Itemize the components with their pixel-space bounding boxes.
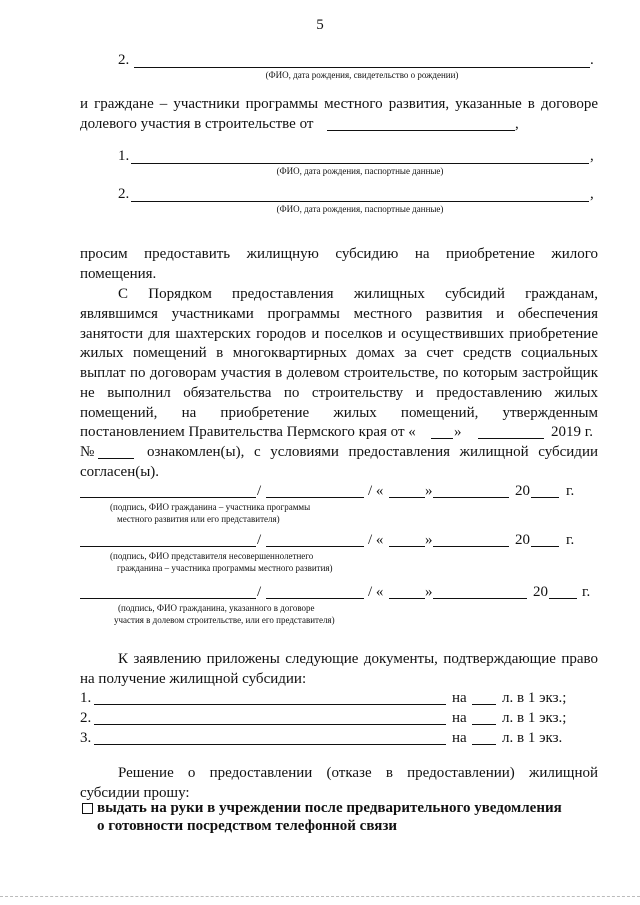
participant-1-caption: (ФИО, дата рождения, паспортные данные)	[276, 166, 444, 176]
intro-line-1: и граждане – участники программы местного развития, указанные в договоре	[80, 96, 598, 112]
decision-line-2: субсидии прошу:	[80, 785, 190, 801]
signature-2-year-line[interactable]	[531, 546, 559, 547]
signature-3-slash: /	[257, 584, 262, 600]
attachment-3-number: 3.	[80, 730, 92, 746]
page-bottom-divider	[0, 896, 640, 897]
procedure-line-1: С Порядком предоставления жилищных субсидий гражданам,	[118, 286, 598, 302]
participant-2-number: 2.	[118, 186, 130, 202]
signature-2-slash: /	[257, 532, 262, 548]
signature-1-date-close: »	[425, 483, 433, 499]
decree-month-line[interactable]	[478, 438, 544, 439]
signature-2-day-line[interactable]	[389, 546, 425, 547]
contract-date-line[interactable]	[327, 130, 515, 131]
attachments-line-1: К заявлению приложены следующие документы, подтверждающие право	[118, 651, 598, 667]
signature-3-sign-line[interactable]	[80, 598, 256, 599]
signature-1-year-prefix: 20	[515, 483, 530, 499]
request-line-1: просим предоставить жилищную субсидию на приобретение жилого	[80, 246, 598, 262]
attachment-1-number: 1.	[80, 690, 92, 706]
attachments-line-2: на получение жилищной субсидии:	[80, 671, 307, 687]
procedure-line-8c: 2019 г.	[551, 424, 593, 440]
decree-day-line[interactable]	[431, 438, 453, 439]
signature-2-caption-2: гражданина – участника программы местного развития)	[117, 563, 333, 573]
pickup-option-checkbox[interactable]	[82, 803, 93, 814]
procedure-line-9a: №	[80, 444, 95, 460]
signature-1-slash: /	[257, 483, 262, 499]
attachment-3-rest: л. в 1 экз.	[502, 730, 563, 746]
participant-2-line[interactable]	[131, 201, 589, 202]
signature-3-day-line[interactable]	[389, 598, 425, 599]
decree-number-line[interactable]	[98, 458, 134, 459]
signature-1-year-line[interactable]	[531, 497, 559, 498]
procedure-line-6: не выполнил обязательства по строительству и предоставлению жилых	[80, 385, 598, 401]
attachment-2-line[interactable]	[94, 724, 446, 725]
signature-1-date-open: / «	[368, 483, 384, 499]
top-entry-caption: (ФИО, дата рождения, свидетельство о рождении)	[265, 70, 459, 80]
attachment-2-number: 2.	[80, 710, 92, 726]
procedure-line-5: выплат по договорам участия в долевом строительстве, по которым застройщик	[80, 365, 598, 381]
signature-3-name-line[interactable]	[266, 598, 364, 599]
decision-line-1: Решение о предоставлении (отказе в предоставлении) жилищной	[118, 765, 598, 781]
intro-line-2: долевого участия в строительстве от	[80, 116, 314, 132]
attachment-2-pages-line[interactable]	[472, 724, 496, 725]
signature-1-sign-line[interactable]	[80, 497, 256, 498]
procedure-line-8b: »	[454, 424, 462, 440]
signature-3-caption-2: участия в долевом строительстве, или его представителя)	[114, 615, 335, 625]
attachment-2-rest: л. в 1 экз.;	[502, 710, 567, 726]
procedure-line-8a: постановлением Правительства Пермского края от «	[80, 424, 416, 440]
procedure-line-9b: ознакомлен(ы), с условиями предоставления жилищной субсидии	[147, 444, 598, 460]
participant-1-end: ,	[590, 148, 594, 164]
signature-2-caption-1: (подпись, ФИО представителя несовершеннолетнего	[110, 551, 314, 561]
procedure-line-2: являвшимся участниками программы местного развития и обеспечения	[80, 306, 598, 322]
intro-line-2-end: ,	[515, 116, 519, 132]
signature-2-name-line[interactable]	[266, 546, 364, 547]
page-number: 5	[316, 17, 324, 33]
attachment-3-na: на	[452, 730, 467, 746]
participant-1-number: 1.	[118, 148, 130, 164]
request-line-2: помещения.	[80, 266, 157, 282]
attachment-2-na: на	[452, 710, 467, 726]
procedure-line-4: жилых помещений в многоквартирных домах за счет средств социальных	[80, 345, 598, 361]
attachment-3-pages-line[interactable]	[472, 744, 496, 745]
attachment-3-line[interactable]	[94, 744, 446, 745]
attachment-1-rest: л. в 1 экз.;	[502, 690, 567, 706]
top-entry-line[interactable]	[134, 67, 590, 68]
signature-2-year-suffix: г.	[566, 532, 575, 548]
participant-2-end: ,	[590, 186, 594, 202]
signature-3-year-suffix: г.	[582, 584, 591, 600]
signature-1-caption-2: местного развития или его представителя)	[117, 514, 280, 524]
signature-3-month-line[interactable]	[433, 598, 527, 599]
participant-1-line[interactable]	[131, 163, 589, 164]
signature-2-date-close: »	[425, 532, 433, 548]
signature-3-date-close: »	[425, 584, 433, 600]
signature-3-date-open: / «	[368, 584, 384, 600]
signature-1-caption-1: (подпись, ФИО гражданина – участника программы	[110, 502, 311, 512]
signature-1-name-line[interactable]	[266, 497, 364, 498]
attachment-1-na: на	[452, 690, 467, 706]
attachment-1-pages-line[interactable]	[472, 704, 496, 705]
signature-3-year-prefix: 20	[533, 584, 548, 600]
signature-3-year-line[interactable]	[549, 598, 577, 599]
signature-2-date-open: / «	[368, 532, 384, 548]
pickup-option-line-2: о готовности посредством телефонной связи	[97, 818, 398, 834]
signature-1-month-line[interactable]	[433, 497, 509, 498]
procedure-line-3: занятости для шахтерских городов и поселков и осуществивших приобретение	[80, 326, 598, 342]
top-entry-number: 2.	[118, 52, 130, 68]
procedure-line-7: помещений, на приобретение жилых помещений, утвержденным	[80, 405, 598, 421]
attachment-1-line[interactable]	[94, 704, 446, 705]
signature-2-year-prefix: 20	[515, 532, 530, 548]
top-entry-end: .	[590, 52, 594, 68]
signature-1-year-suffix: г.	[566, 483, 575, 499]
signature-2-month-line[interactable]	[433, 546, 509, 547]
procedure-line-10: согласен(ы).	[80, 464, 160, 480]
participant-2-caption: (ФИО, дата рождения, паспортные данные)	[276, 204, 444, 214]
signature-2-sign-line[interactable]	[80, 546, 256, 547]
pickup-option-line-1: выдать на руки в учреждении после предварительного уведомления	[97, 800, 562, 816]
signature-3-caption-1: (подпись, ФИО гражданина, указанного в договоре	[118, 603, 315, 613]
signature-1-day-line[interactable]	[389, 497, 425, 498]
